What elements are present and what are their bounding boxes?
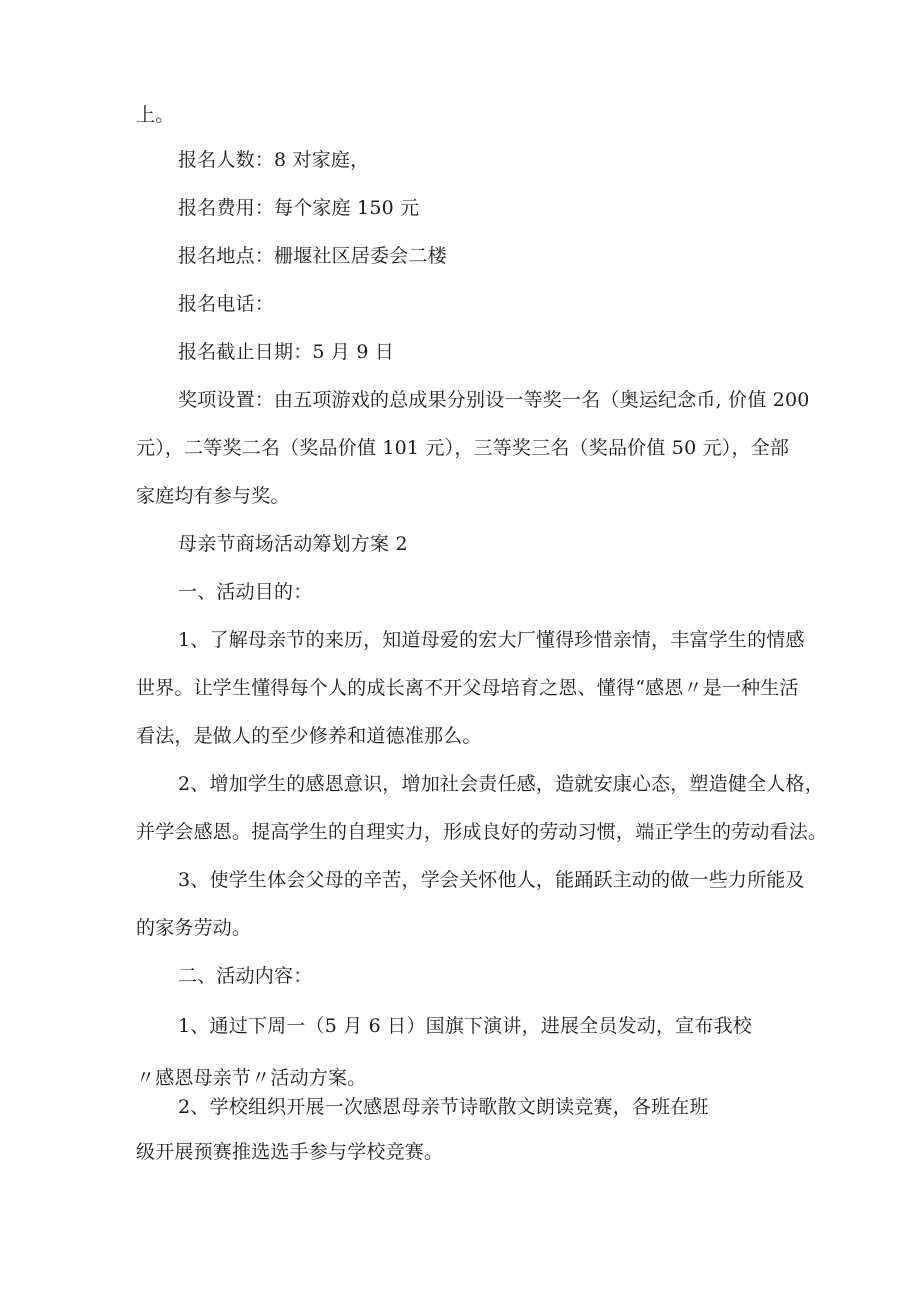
text-line: 报名费用：每个家庭 150 元	[178, 197, 420, 219]
text-line: 世界。让学生懂得每个人的成长离不开父母培育之恩、懂得“感恩〃是一种生活	[136, 677, 799, 699]
text-line: 级开展预赛推选选手参与学校竞赛。	[136, 1141, 444, 1163]
text-line: 的家务劳动。	[136, 917, 252, 939]
section-heading: 二、活动内容：	[178, 965, 313, 987]
text-line: 〃感恩母亲节〃活动方案。	[136, 1067, 367, 1089]
section-heading: 一、活动目的：	[178, 581, 313, 603]
text-line: 报名地点：栅堰社区居委会二楼	[178, 245, 447, 267]
text-line: 2、增加学生的感恩意识，增加社会责任感，造就安康心态，塑造健全人格，	[178, 773, 824, 795]
text-line: 1、了解母亲节的来历，知道母爱的宏大厂懂得珍惜亲情，丰富学生的情感	[178, 629, 805, 651]
text-line: 家庭均有参与奖。	[136, 485, 290, 507]
text-line: 并学会感恩。提高学生的自理实力，形成良好的劳动习惯，端正学生的劳动看法。	[136, 821, 828, 843]
text-line: 2、学校组织开展一次感恩母亲节诗歌散文朗读竞赛，各班在班	[178, 1096, 709, 1118]
section-title: 母亲节商场活动筹划方案 2	[178, 533, 408, 555]
text-line: 报名截止日期：5 月 9 日	[178, 341, 395, 363]
text-line: 奖项设置：由五项游戏的总成果分别设一等奖一名（奥运纪念币, 价值 200	[178, 389, 810, 411]
text-line: 报名电话：	[178, 293, 275, 315]
text-line: 报名人数：8 对家庭，	[178, 149, 370, 171]
text-line: 3、使学生体会父母的辛苦，学会关怀他人，能踊跃主动的做一些力所能及	[178, 869, 805, 891]
text-line: 1、通过下周一（5 月 6 日）国旗下演讲，进展全员发动，宣布我校	[178, 1015, 752, 1037]
text-line: 元），二等奖二名（奖品价值 101 元），三等奖三名（奖品价值 50 元），全部	[136, 437, 790, 459]
text-line: 看法，是做人的至少修养和道德准那么。	[136, 725, 482, 747]
text-line: 上。	[136, 104, 175, 126]
